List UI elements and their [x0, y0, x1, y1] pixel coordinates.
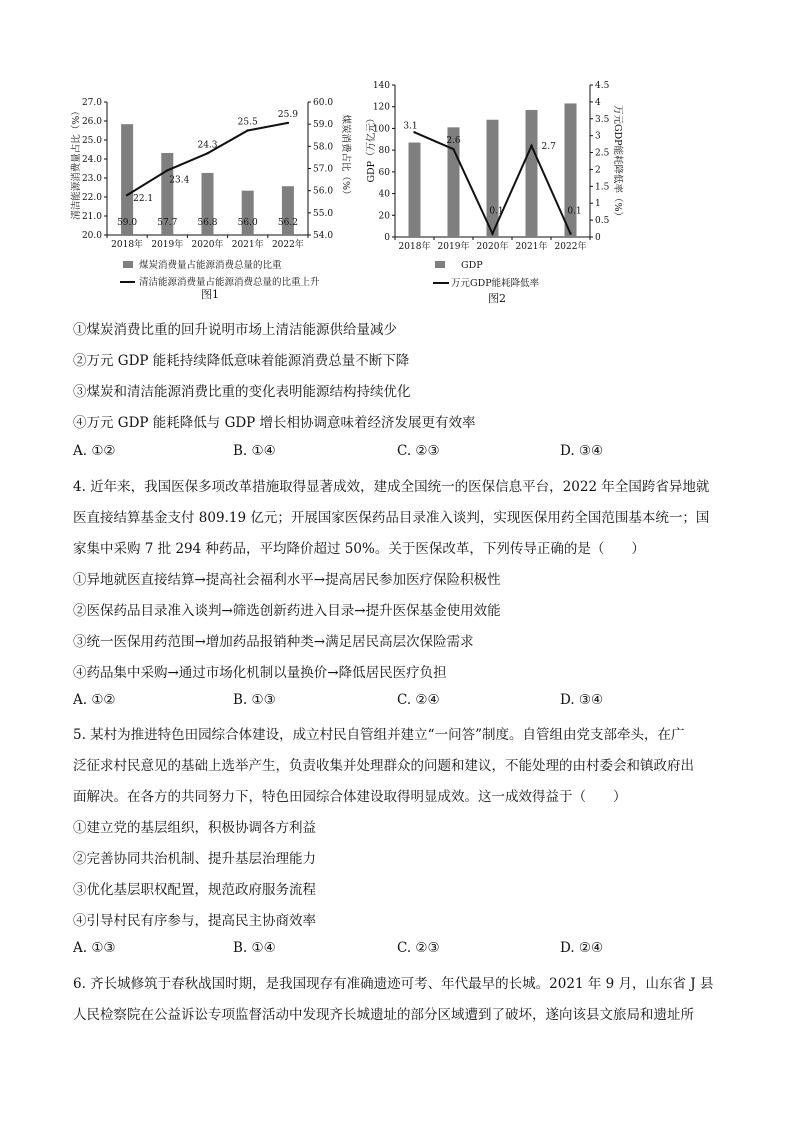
line-data-label: 0.1	[567, 206, 582, 217]
q5-item-3: ③优化基层职权配置，规范政府服务流程	[73, 882, 316, 898]
right-tick-label: 55.0	[313, 208, 334, 219]
left-tick-label: 0	[384, 233, 390, 243]
line-data-label: 2.7	[541, 141, 556, 152]
line-point	[491, 232, 493, 234]
bar-data-label: 56.8	[197, 218, 218, 228]
line-data-label: 22.1	[133, 194, 154, 205]
q5-option-c[interactable]: C. ②③	[397, 940, 440, 956]
q4-item-3: ③统一医保用药范围→增加药品报销种类→满足居民高层次保险需求	[73, 634, 474, 650]
q4-item-2: ②医保药品目录准入谈判→筛选创新药进入目录→提升医保基金使用效能	[73, 603, 501, 619]
q6-stem-line-1: 6. 齐长城修筑于春秋战国时期，是我国现存有准确遗迹可考、年代最早的长城。2021 年 9 月，山东省 J 县	[73, 976, 714, 992]
bar-data-label: 59.0	[117, 218, 138, 228]
x-tick-label: 2021年	[231, 240, 264, 250]
right-tick-label: 60.0	[313, 98, 334, 108]
q5-item-1: ①建立党的基层组织，积极协调各方利益	[73, 820, 316, 836]
q5-option-a[interactable]: A. ①③	[73, 940, 116, 956]
x-tick-label: 2018年	[111, 240, 144, 250]
q5-option-d[interactable]: D. ②④	[560, 940, 604, 956]
legend-swatch-bar	[435, 261, 445, 268]
bar	[526, 110, 538, 237]
q3-option-d[interactable]: D. ③④	[560, 443, 604, 459]
line-data-label: 25.5	[237, 117, 258, 128]
right-tick-label: 59.0	[313, 120, 334, 131]
right-axis-label: 万元GDP能耗降低率（%）	[612, 104, 623, 222]
chart-2	[365, 68, 625, 305]
left-axis-label: GDP（万亿元）	[366, 113, 377, 183]
left-tick-label: 20	[378, 211, 390, 222]
q5-stem-line-3: 面解决。在各方的共同努力下，特色田园综合体建设取得明显成效。这一成效得益于（ ）	[73, 789, 627, 805]
left-tick-label: 100	[372, 124, 390, 135]
left-tick-label: 23.0	[81, 174, 102, 184]
left-tick-label: 80	[378, 146, 390, 157]
line-point	[206, 152, 208, 154]
line-point	[126, 194, 128, 196]
left-tick-label: 140	[372, 81, 390, 91]
chart-2-right-axis-title	[612, 105, 624, 221]
left-tick-label: 120	[372, 102, 390, 113]
line-data-label: 2.6	[446, 136, 461, 147]
left-tick-label: 60	[378, 167, 390, 178]
line-data-label: 0.1	[489, 206, 504, 217]
right-tick-label: 57.0	[313, 164, 334, 175]
legend-label-line: 清洁能源消费量占能源消费总量的比重上升	[139, 277, 320, 288]
q4-stem-line-2: 医直接结算基金支付 809.19 亿元；开展国家医保药品目录准入谈判，实现医保用药全国范围基本统一；国	[73, 510, 710, 526]
x-tick-label: 2019年	[437, 242, 470, 252]
line-data-label: 25.9	[277, 109, 298, 120]
q3-item-3: ③煤炭和清洁能源消费比重的变化表明能源结构持续优化	[73, 384, 411, 400]
q3-option-c[interactable]: C. ②③	[397, 443, 440, 459]
bar	[409, 143, 421, 237]
left-tick-label: 40	[378, 189, 390, 200]
q4-option-c[interactable]: C. ②④	[397, 692, 440, 708]
chart-1	[65, 75, 365, 300]
chart-2-legend	[433, 260, 540, 289]
right-tick-label: 56.0	[313, 186, 334, 197]
x-tick-label: 2019年	[151, 240, 184, 250]
q4-item-4: ④药品集中采购→通过市场化机制以量换价→降低居民医疗负担	[73, 665, 447, 681]
legend-label-bar: 煤炭消费量占能源消费总量的比重	[139, 260, 282, 271]
x-tick-label: 2021年	[515, 242, 548, 252]
left-tick-label: 24.0	[81, 155, 102, 165]
right-tick-label: 4	[595, 97, 601, 108]
right-tick-label: 3	[595, 131, 601, 142]
figure-caption-1: 图1	[201, 288, 219, 301]
q6-stem-line-2: 人民检察院在公益诉讼专项监督活动中发现齐长城遗址的部分区域遭到了破坏，遂向该县文旅局和遗址所	[73, 1007, 694, 1023]
legend-label-bar: GDP	[461, 260, 483, 271]
line-data-label: 3.1	[403, 121, 418, 132]
q4-stem-line-1: 4. 近年来，我国医保多项改革措施取得显著成效，建成全国统一的医保信息平台，2022 年全国跨省异地就	[73, 479, 710, 495]
legend-label-line: 万元GDP能耗降低率	[451, 278, 540, 289]
q3-item-4: ④万元 GDP 能耗降低与 GDP 增长相协调意味着经济发展更有效率	[73, 415, 476, 431]
line-point	[287, 122, 289, 124]
q3-option-b[interactable]: B. ①④	[233, 443, 276, 459]
right-tick-label: 54.0	[313, 231, 334, 241]
line-point	[247, 129, 249, 131]
right-tick-label: 0	[595, 233, 601, 243]
chart-1-legend	[120, 259, 320, 288]
line-data-label: 23.4	[169, 175, 190, 186]
line-data-label: 24.3	[197, 140, 218, 151]
q4-option-d[interactable]: D. ③④	[560, 692, 604, 708]
x-tick-label: 2020年	[191, 240, 224, 250]
line-point	[166, 169, 168, 171]
x-tick-label: 2018年	[398, 242, 431, 252]
q3-option-a[interactable]: A. ①②	[73, 443, 116, 459]
right-tick-label: 58.0	[313, 142, 334, 153]
bar-data-label: 56.2	[277, 218, 298, 228]
right-tick-label: 1.5	[595, 182, 610, 193]
left-tick-label: 21.0	[81, 212, 102, 222]
line-point	[452, 148, 454, 150]
right-tick-label: 3.5	[595, 114, 610, 125]
q4-option-b[interactable]: B. ①③	[233, 692, 276, 708]
left-tick-label: 20.0	[81, 231, 102, 241]
right-tick-label: 4.5	[595, 81, 610, 91]
figure-caption-2: 图2	[488, 292, 506, 305]
q4-stem-line-3: 家集中采购 7 批 294 种药品，平均降价超过 50%。关于医保改革，下列传导正确的是（ ）	[73, 541, 645, 557]
left-tick-label: 25.0	[81, 136, 102, 146]
q5-item-2: ②完善协同共治机制、提升基层治理能力	[73, 851, 316, 867]
right-tick-label: 2.5	[595, 148, 610, 159]
x-tick-label: 2022年	[554, 242, 587, 252]
q5-stem-line-1: 5. 某村为推进特色田园综合体建设，成立村民自管组并建立“一问答”制度。自管组由党支部牵头，在广	[73, 727, 685, 743]
bar	[565, 103, 577, 237]
line-point	[569, 232, 571, 234]
line-point	[530, 145, 532, 147]
left-tick-label: 27.0	[81, 98, 102, 108]
legend-swatch-bar	[123, 261, 133, 268]
q5-item-4: ④引导村民有序参与，提高民主协商效率	[73, 913, 316, 929]
bar	[242, 191, 254, 235]
q3-item-2: ②万元 GDP 能耗持续降低意味着能源消费总量不断下降	[73, 353, 410, 369]
left-axis-label: 清洁能源消费量占比（%）	[71, 106, 82, 220]
right-axis-label: 煤炭消费占比（%）	[340, 114, 351, 200]
chart-1-right-axis-title	[340, 114, 352, 199]
right-tick-label: 1	[595, 199, 601, 210]
q5-stem-line-2: 泛征求村民意见的基础上选举产生，负责收集并处理群众的问题和建议，不能处理的由村委会和镇政府出	[73, 758, 694, 774]
left-tick-label: 26.0	[81, 117, 102, 127]
left-tick-label: 22.0	[81, 193, 102, 203]
q4-item-1: ①异地就医直接结算→提高社会福利水平→提高居民参加医疗保险积极性	[73, 572, 501, 588]
chart-1-left-axis-title	[70, 106, 82, 220]
line-point	[413, 131, 415, 133]
right-tick-label: 2	[595, 165, 601, 176]
x-tick-label: 2020年	[476, 242, 509, 252]
bar-data-label: 57.7	[157, 218, 178, 228]
q3-item-1: ①煤炭消费比重的回升说明市场上清洁能源供给量减少	[73, 322, 397, 338]
q5-option-b[interactable]: B. ①④	[233, 940, 276, 956]
right-tick-label: 0.5	[595, 216, 610, 227]
x-tick-label: 2022年	[271, 240, 304, 250]
bar-data-label: 56.0	[237, 218, 258, 228]
bar	[487, 120, 499, 237]
q4-option-a[interactable]: A. ①②	[73, 692, 116, 708]
